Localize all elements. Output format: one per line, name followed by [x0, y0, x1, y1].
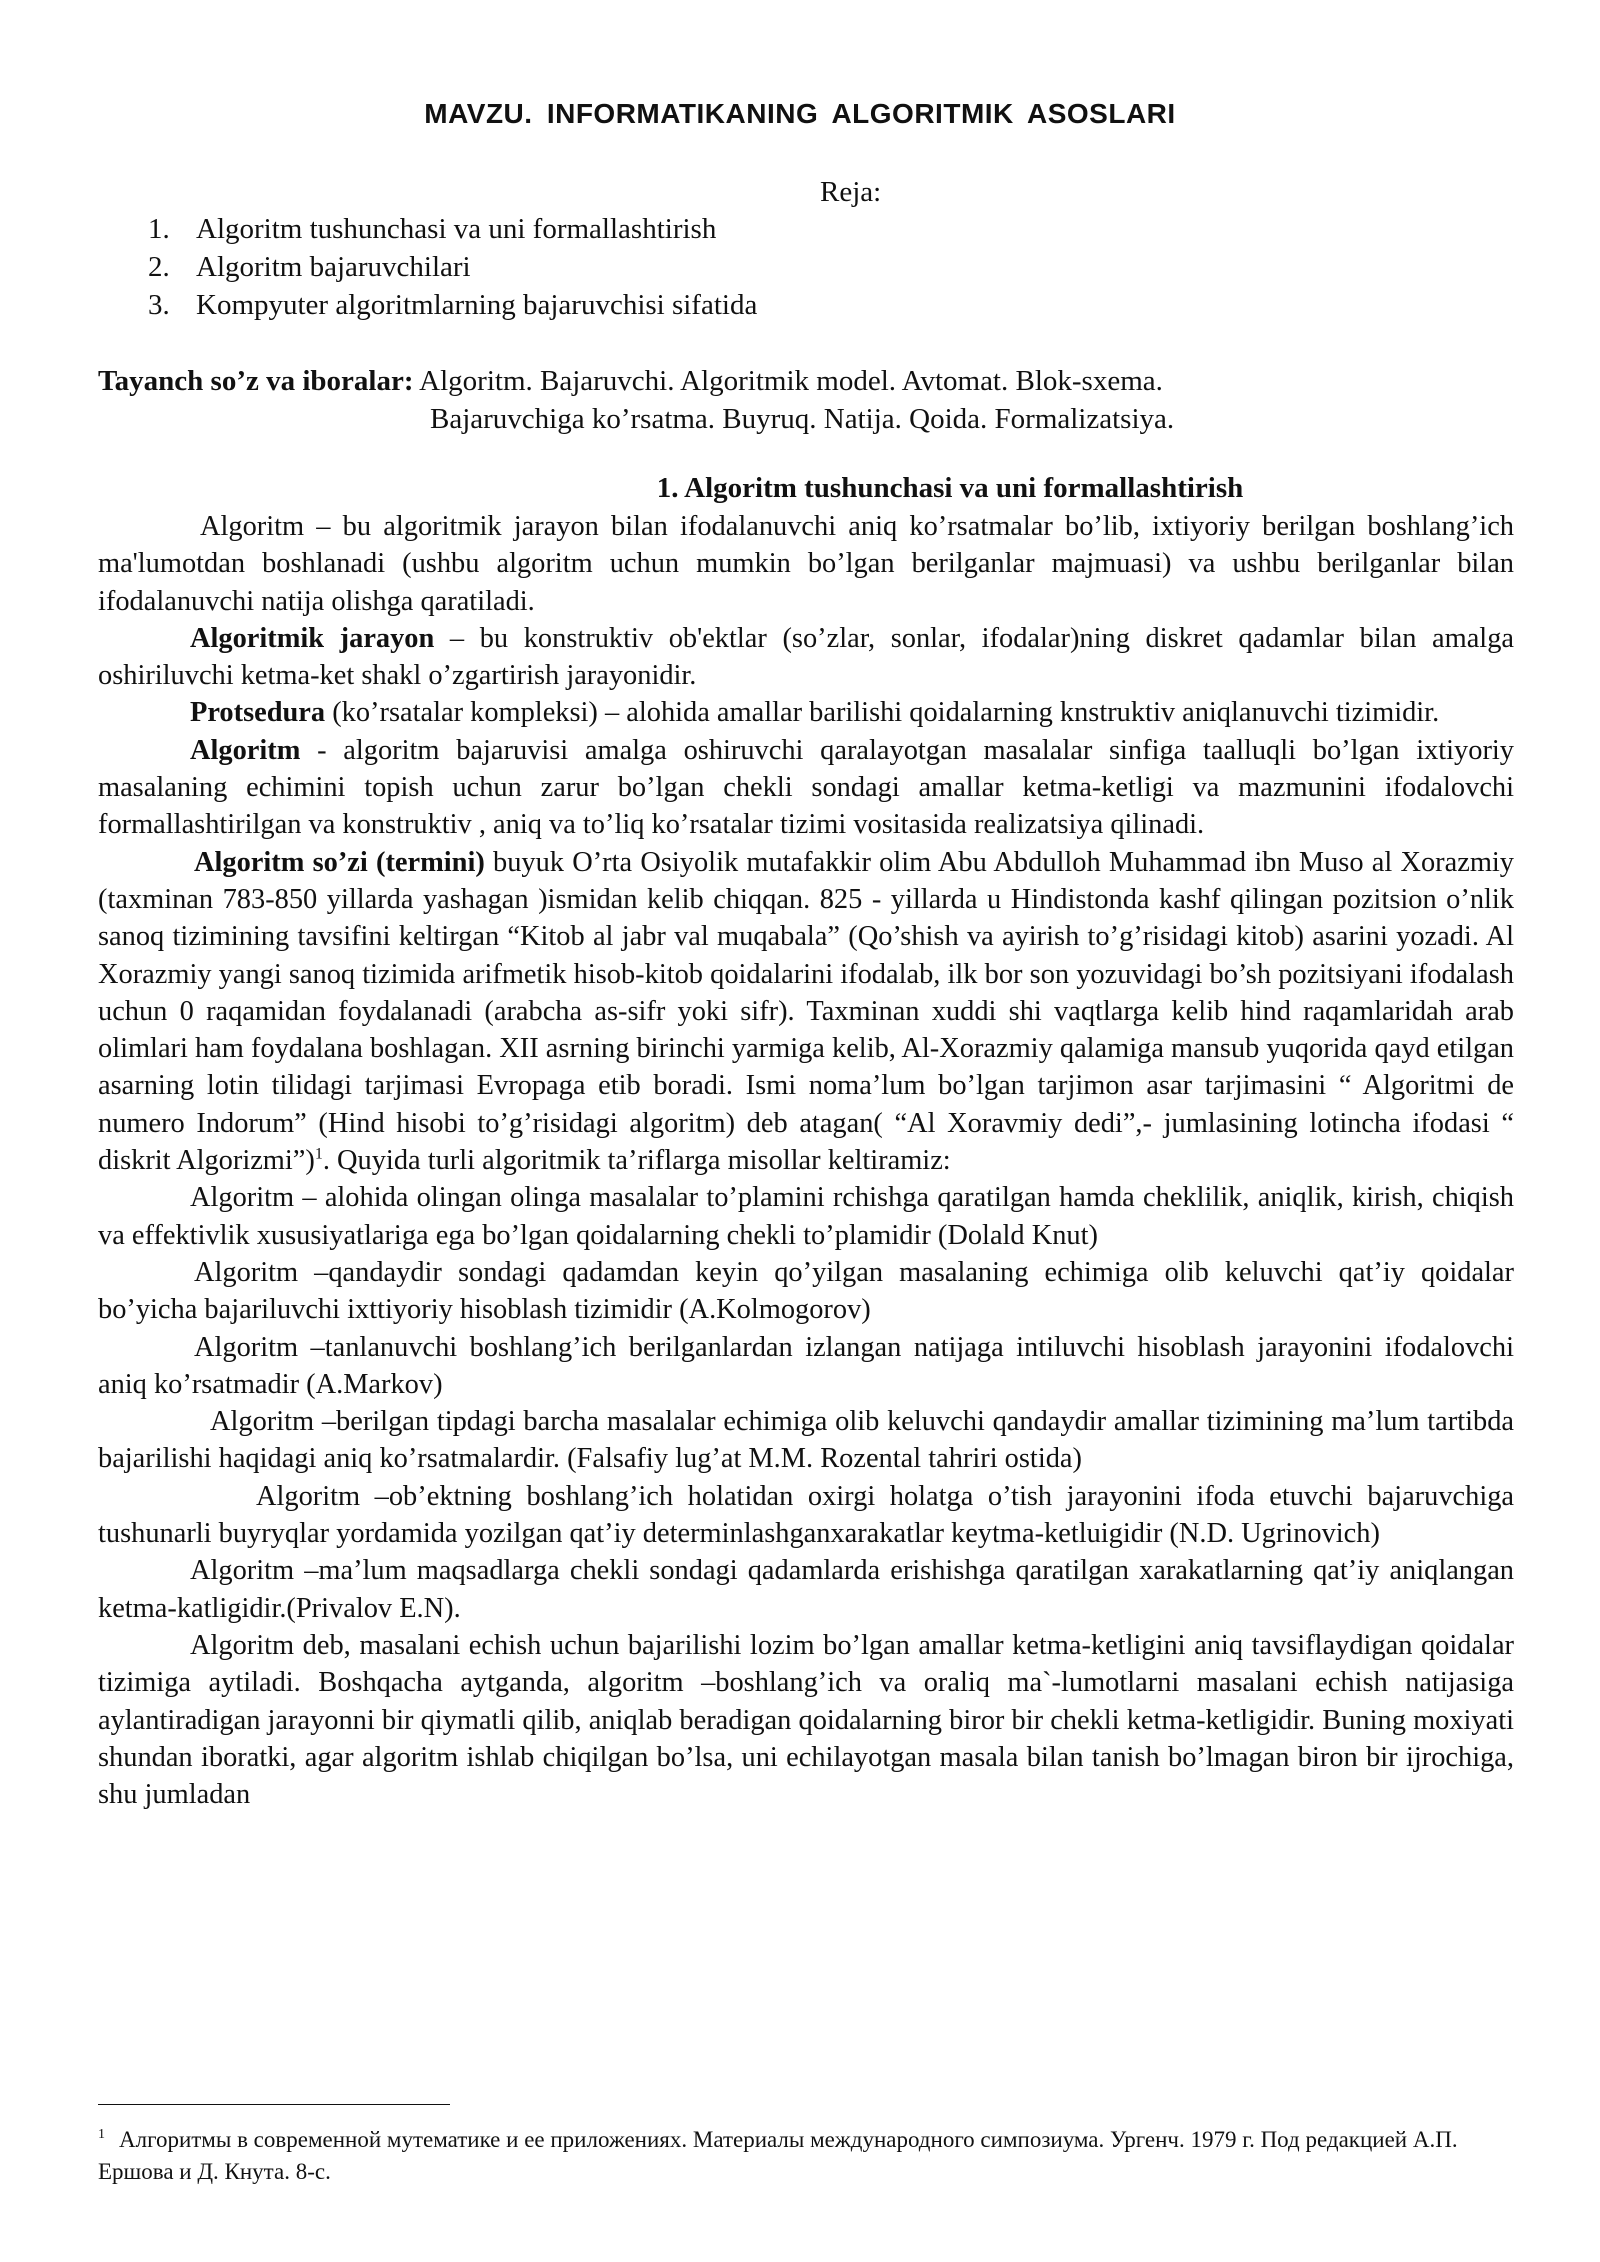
paragraph: Algoritm –tanlanuvchi boshlang’ich berilganlardan izlangan natijaga intiluvchi hisoblash jarayonini ifodalovchi aniq ko’rsatmadir (A.Markov): [98, 1331, 1514, 1400]
section-heading: 1. Algoritm tushunchasi va uni formallashtirish: [656, 472, 1244, 504]
paragraph: Algoritm deb, masalani echish uchun bajarilishi lozim bo’lgan amallar ketma-ketligini aniq tavsiflaydigan qoidalar tizimiga aytiladi. Boshqacha aytganda, algoritm –boshlang’ich va oraliq ma`-lumotlarni masalani echish natijasiga aylantiradigan jarayonni bir qiymatli qilib, aniqlab beradigan qoidalarning biror bir chekli ketma-ketligidir. Buning moxiyati shundan iboratki, agar algoritm ishlab chiqilgan bo’lsa, uni echilayotgan masala bilan tanish bo’lmagan biron bir ijrochiga, shu jumladan: [98, 1629, 1514, 1811]
paragraph: Algoritmik jarayon – bu konstruktiv ob'ektlar (so’zlar, sonlar, ifodalar)ning diskret qadamlar bilan amalga oshiriluvchi ketma-ket shakl o’zgartirish jarayonidir.: [98, 622, 1514, 692]
keywords-line1: Algoritm. Bajaruvchi. Algoritmik model. Avtomat. Blok-sxema.: [413, 365, 1163, 397]
paragraph: Algoritm –ma’lum maqsadlarga chekli sondagi qadamlarda erishishga qaratilgan xarakatlarning qat’iy aniqlangan ketma-katligidir.(Privalov E.N).: [98, 1555, 1514, 1624]
plan-item: 3. Kompyuter algoritmlarning bajaruvchisi sifatida: [148, 289, 758, 321]
plan-item: 2. Algoritm bajaruvchilari: [148, 251, 471, 283]
paragraph: Algoritm – bu algoritmik jarayon bilan ifodalanuvchi aniq ko’rsatmalar bo’lib, ixtiyoriy berilgan boshlang’ich ma'lumotdan boshlanadi (ushbu algoritm uchun mumkin bo’lgan berilganlar majmuasi) va ushbu berilganlar bilan ifodalanuvchi natija olishga qaratiladi.: [98, 511, 1514, 617]
keywords-label: Tayanch so’z va iboralar:: [98, 365, 414, 397]
plan-list: [148, 210, 757, 324]
footnote-reference: 1: [314, 1145, 323, 1163]
footnote: [98, 2124, 1518, 2188]
paragraph: Algoritm – alohida olingan olinga masalalar to’plamini rchishga qaratilgan hamda cheklilik, aniqlik, kirish, chiqish va effektivlik xususiyatlariga ega bo’lgan qoidalarning chekli to’plamidir (Dolald Knut): [98, 1182, 1514, 1251]
body-text: [98, 508, 1514, 1813]
paragraph: Algoritm - algoritm bajaruvisi amalga oshiruvchi qaralayotgan masalalar sinfiga taalluqli bo’lgan ixtiyoriy masalaning echimini topish uchun zarur bo’lgan chekli sondagi amallar ketma-ketligi va mazmunini ifodalovchi formallashtirilgan va konstruktiv , aniq va to’liq ko’rsatalar tizimi vositasida realizatsiya qilinadi.: [98, 734, 1514, 841]
paragraph: Algoritm –ob’ektning boshlang’ich holatidan oxirgi holatga o’tish jarayonini ifoda etuvchi bajaruvchiga tushunarli buyryqlar yordamida yozilgan qat’iy determinlashganxarakatlar keytma-ketluigidir (N.D. Ugrinovich): [98, 1480, 1514, 1550]
plan-item: 1. Algoritm tushunchasi va uni formallashtirish: [148, 213, 717, 245]
footnote-text: Алгоритмы в современной мутематике и ее приложениях. Материалы международного симпозиума. Ургенч. 1979 г. Под редакцией А.П. Ершова и Д. Кнута. 8-с.: [98, 2127, 1458, 2184]
page-title: MAVZU. INFORMATIKANING ALGORITMIK ASOSLARI: [424, 98, 1176, 129]
paragraph: Algoritm –qandaydir sondagi qadamdan keyin qo’yilgan masalaning echimiga olib keluvchi qat’iy qoidalar bo’yicha bajariluvchi ixttiyoriy hisoblash tizimidir (A.Kolmogorov): [98, 1256, 1514, 1326]
keywords-line2: Bajaruvchiga ko’rsatma. Buyruq. Natija. Qoida. Formalizatsiya.: [430, 403, 1175, 435]
footnote-separator: [98, 2104, 450, 2105]
keywords-block: [98, 362, 1518, 438]
footnote-mark: 1: [98, 2127, 105, 2143]
paragraph: Algoritm so’zi (termini) buyuk O’rta Osiyolik mutafakkir olim Abu Abdulloh Muhammad ibn Muso al Xorazmiy (taxminan 783-850 yillarda yashagan )ismidan kelib chiqqan. 825 - yillarda u Hindistonda kashf qilingan pozitsion o’nlik sanoq tizimining tavsifini keltirgan “Kitob al jabr val muqabala” (Qo’shish va ayirish to’g’risidagi kitob) asarini yozadi. Al Xorazmiy yangi sanoq tizimida arifmetik hisob-kitob qoidalarini ifodalab, ilk bor son yozuvidagi bo’sh pozitsiyani ifodalash uchun 0 raqamidan foydalanadi (arabcha as-sifr yoki sifr). Taxminan xuddi shi vaqtlarga kelib hind raqamlaridah arab olimlari ham foydalana boshlagan. XII asrning birinchi yarmiga kelib, Al-Xorazmiy qalamiga mansub yuqorida qayd etilgan asarning lotin tilidagi tarjimasi Evropaga etib boradi. Ismi noma’lum bo’lgan tarjimon asar tarjimasini “ Algoritmi de numero Indorum” (Hind hisobi to’g’risidagi algoritm) deb atagan( “Al Xoravmiy dedi”,- jumlasining lotincha ifodasi “ diskrit Algorizmi”)$^1$. Quyida turli algoritmik ta’riflarga misollar keltiramiz:: [98, 846, 1514, 1177]
paragraph: Protsedura (ko’rsatalar kompleksi) – alohida amallar barilishi qoidalarning knstruktiv aniqlanuvchi tizimidir.: [190, 697, 1440, 729]
plan-label: Reja:: [820, 176, 882, 208]
paragraph: Algoritm –berilgan tipdagi barcha masalalar echimiga olib keluvchi qandaydir amallar tizimining ma’lum tartibda bajarilishi haqidagi aniq ko’rsatmalardir. (Falsafiy lug’at M.M. Rozental tahriri ostida): [98, 1406, 1514, 1475]
